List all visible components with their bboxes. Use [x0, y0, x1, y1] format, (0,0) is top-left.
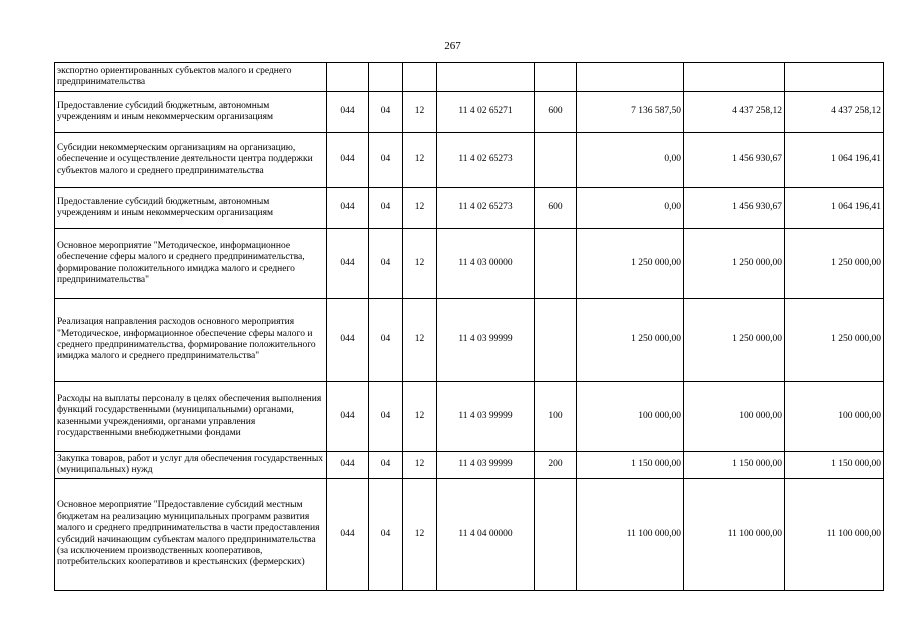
subsection-code-cell: 12: [403, 188, 437, 229]
table-row: [55, 299, 884, 382]
amount-year1-cell: 1 250 000,00: [577, 299, 684, 382]
target-article-cell: 11 4 02 65271: [437, 92, 535, 133]
amount-year2-cell: 1 456 930,67: [684, 133, 785, 188]
budget-item-name-cell: Предоставление субсидий бюджетным, автономным учреждениям и иным некоммерческим организациям: [55, 92, 327, 133]
table-row: [55, 229, 884, 299]
budget-item-name-cell: Основное мероприятие "Методическое, информационное обеспечение сферы малого и среднего предпринимательства, формирование положительного имиджа малого и среднего предпринимательства": [55, 229, 327, 299]
amount-year2-cell: 1 250 000,00: [684, 299, 785, 382]
target-article-cell: [437, 63, 535, 92]
section-code-cell: 04: [369, 188, 403, 229]
subsection-code-cell: 12: [403, 133, 437, 188]
amount-year2-cell: 4 437 258,12: [684, 92, 785, 133]
amount-year2-cell: 100 000,00: [684, 382, 785, 452]
amount-year3-cell: 11 100 000,00: [785, 479, 884, 591]
subsection-code-cell: 12: [403, 92, 437, 133]
target-article-cell: 11 4 02 65273: [437, 133, 535, 188]
section-code-cell: 04: [369, 133, 403, 188]
target-article-cell: 11 4 03 99999: [437, 452, 535, 479]
expense-type-cell: 600: [535, 188, 577, 229]
amount-year2-cell: 1 456 930,67: [684, 188, 785, 229]
budget-item-name-cell: Предоставление субсидий бюджетным, автономным учреждениям и иным некоммерческим организациям: [55, 188, 327, 229]
ministry-code-cell: [327, 63, 369, 92]
amount-year2-cell: 11 100 000,00: [684, 479, 785, 591]
amount-year2-cell: [684, 63, 785, 92]
subsection-code-cell: 12: [403, 452, 437, 479]
subsection-code-cell: 12: [403, 382, 437, 452]
amount-year1-cell: 0,00: [577, 188, 684, 229]
subsection-code-cell: 12: [403, 479, 437, 591]
section-code-cell: 04: [369, 479, 403, 591]
amount-year3-cell: 1 064 196,41: [785, 188, 884, 229]
budget-item-name-cell: Субсидии некоммерческим организациям на организацию, обеспечение и осуществление деятельности центра поддержки субъектов малого и среднего предпринимательства: [55, 133, 327, 188]
amount-year3-cell: 1 150 000,00: [785, 452, 884, 479]
ministry-code-cell: 044: [327, 188, 369, 229]
table-row: [55, 479, 884, 591]
section-code-cell: 04: [369, 229, 403, 299]
table-row: [55, 452, 884, 479]
expense-type-cell: [535, 63, 577, 92]
budget-item-name-cell: экспортно ориентированных субъектов малого и среднего предпринимательства: [55, 63, 327, 92]
budget-table: [54, 62, 884, 591]
amount-year1-cell: 11 100 000,00: [577, 479, 684, 591]
expense-type-cell: [535, 479, 577, 591]
table-row: [55, 188, 884, 229]
section-code-cell: 04: [369, 382, 403, 452]
section-code-cell: 04: [369, 452, 403, 479]
amount-year3-cell: 1 064 196,41: [785, 133, 884, 188]
expense-type-cell: 600: [535, 92, 577, 133]
ministry-code-cell: 044: [327, 133, 369, 188]
expense-type-cell: 100: [535, 382, 577, 452]
amount-year1-cell: 0,00: [577, 133, 684, 188]
amount-year3-cell: 100 000,00: [785, 382, 884, 452]
expense-type-cell: 200: [535, 452, 577, 479]
target-article-cell: 11 4 03 99999: [437, 299, 535, 382]
target-article-cell: 11 4 03 99999: [437, 382, 535, 452]
amount-year1-cell: 1 150 000,00: [577, 452, 684, 479]
amount-year1-cell: 100 000,00: [577, 382, 684, 452]
amount-year1-cell: [577, 63, 684, 92]
budget-item-name-cell: Реализация направления расходов основного мероприятия "Методическое, информационное обеспечение сферы малого и среднего предпринимательства, формирование положительного имиджа малого и среднего предпринимательства": [55, 299, 327, 382]
amount-year3-cell: 1 250 000,00: [785, 299, 884, 382]
ministry-code-cell: 044: [327, 452, 369, 479]
section-code-cell: [369, 63, 403, 92]
expense-type-cell: [535, 229, 577, 299]
ministry-code-cell: 044: [327, 479, 369, 591]
budget-item-name-cell: Расходы на выплаты персоналу в целях обеспечения выполнения функций государственными (муниципальными) органами, казенными учреждениями, органами управления государственными внебюджетными фондами: [55, 382, 327, 452]
page-number: 267: [444, 40, 461, 52]
table-row: [55, 92, 884, 133]
amount-year1-cell: 1 250 000,00: [577, 229, 684, 299]
expense-type-cell: [535, 133, 577, 188]
ministry-code-cell: 044: [327, 92, 369, 133]
budget-item-name-cell: Закупка товаров, работ и услуг для обеспечения государственных (муниципальных) нужд: [55, 452, 327, 479]
table-row: [55, 133, 884, 188]
amount-year1-cell: 7 136 587,50: [577, 92, 684, 133]
target-article-cell: 11 4 02 65273: [437, 188, 535, 229]
table-row: [55, 63, 884, 92]
table-body: [55, 63, 884, 591]
amount-year2-cell: 1 150 000,00: [684, 452, 785, 479]
expense-type-cell: [535, 299, 577, 382]
amount-year2-cell: 1 250 000,00: [684, 229, 785, 299]
ministry-code-cell: 044: [327, 299, 369, 382]
target-article-cell: 11 4 04 00000: [437, 479, 535, 591]
amount-year3-cell: 1 250 000,00: [785, 229, 884, 299]
section-code-cell: 04: [369, 92, 403, 133]
amount-year3-cell: [785, 63, 884, 92]
budget-item-name-cell: Основное мероприятие "Предоставление субсидий местным бюджетам на реализацию муниципальных программ развития малого и среднего предпринимательства в части предоставления субсидий начинающим субъектам малого предпринимательства (за исключением производственных кооперативов, потребительских кооперативов и крестьянских (фермерских): [55, 479, 327, 591]
target-article-cell: 11 4 03 00000: [437, 229, 535, 299]
table-row: [55, 382, 884, 452]
amount-year3-cell: 4 437 258,12: [785, 92, 884, 133]
section-code-cell: 04: [369, 299, 403, 382]
ministry-code-cell: 044: [327, 229, 369, 299]
subsection-code-cell: 12: [403, 299, 437, 382]
subsection-code-cell: 12: [403, 229, 437, 299]
subsection-code-cell: [403, 63, 437, 92]
ministry-code-cell: 044: [327, 382, 369, 452]
